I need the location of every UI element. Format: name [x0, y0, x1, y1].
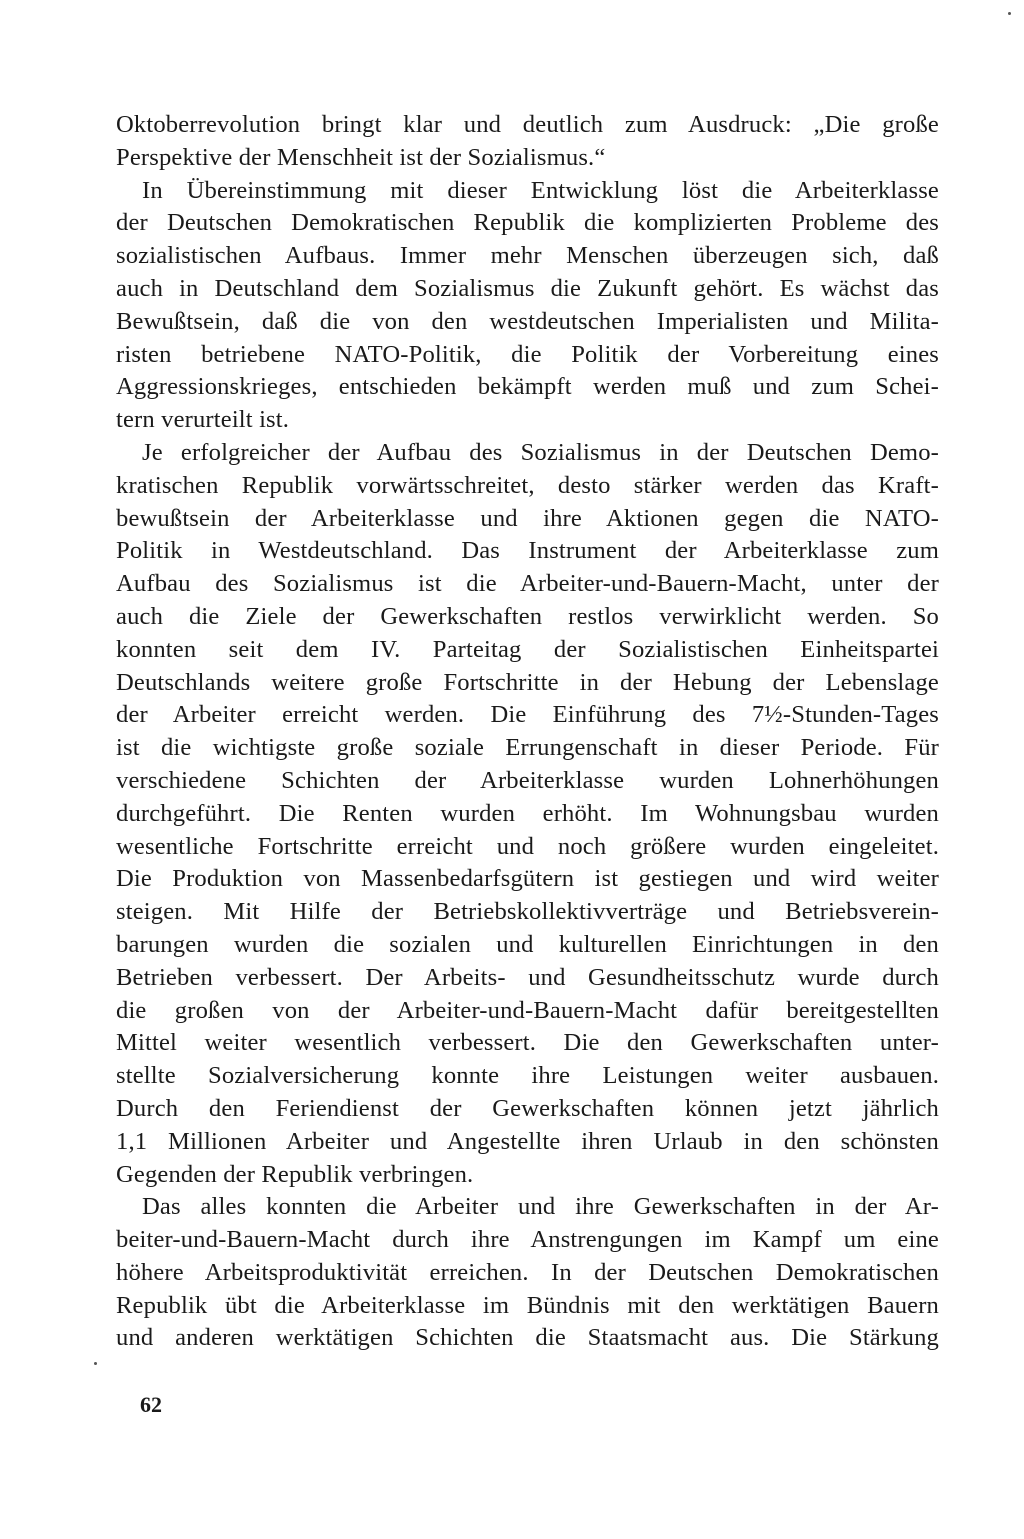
- scan-speck: [94, 1362, 97, 1365]
- text-line: Durch den Feriendienst der Gewerkschaften können jetzt jährlich: [116, 1094, 939, 1122]
- text-line: Das alles konnten die Arbeiter und ihre Gewerkschaften in der Ar-: [142, 1193, 939, 1221]
- text-line: Die Produktion von Massenbedarfsgütern ist gestiegen und wird weiter: [116, 865, 939, 893]
- text-line: Mittel weiter wesentlich verbessert. Die den Gewerkschaften unter-: [116, 1029, 939, 1057]
- text-line: höhere Arbeitsproduktivität erreichen. In der Deutschen Demokratischen: [116, 1258, 939, 1286]
- text-line: Bewußtsein, daß die von den westdeutschen Imperialisten und Milita-: [116, 307, 939, 335]
- text-line: auch die Ziele der Gewerkschaften restlos verwirklicht werden. So: [116, 602, 939, 630]
- text-line: Deutschlands weitere große Fortschritte in der Hebung der Lebenslage: [116, 668, 939, 696]
- text-line: steigen. Mit Hilfe der Betriebskollektivverträge und Betriebsverein-: [116, 898, 939, 926]
- text-line: und anderen werktätigen Schichten die Staatsmacht aus. Die Stärkung: [116, 1324, 939, 1352]
- text-line: barungen wurden die sozialen und kulturellen Einrichtungen in den: [116, 930, 939, 958]
- scan-speck: [1008, 12, 1011, 15]
- text-line: sozialistischen Aufbaus. Immer mehr Menschen überzeugen sich, daß: [116, 242, 939, 270]
- text-line: der Arbeiter erreicht werden. Die Einführung des 7½-Stunden-Tages: [116, 701, 939, 729]
- text-line: Gegenden der Republik verbringen.: [116, 1160, 474, 1188]
- text-line: Betrieben verbessert. Der Arbeits- und Gesundheitsschutz wurde durch: [116, 963, 939, 991]
- text-line: ist die wichtigste große soziale Errungenschaft in dieser Periode. Für: [116, 734, 939, 762]
- text-line: der Deutschen Demokratischen Republik die komplizierten Probleme des: [116, 209, 939, 237]
- text-line: auch in Deutschland dem Sozialismus die Zukunft gehört. Es wächst das: [116, 274, 939, 302]
- text-line: konnten seit dem IV. Parteitag der Sozialistischen Einheitspartei: [116, 635, 939, 663]
- text-line: tern verurteilt ist.: [116, 406, 290, 434]
- page-number: 62: [140, 1392, 162, 1417]
- text-line: Perspektive der Menschheit ist der Sozialismus.“: [116, 143, 606, 171]
- body-text: [116, 109, 939, 1355]
- text-line: In Übereinstimmung mit dieser Entwicklung löst die Arbeiterklasse: [142, 176, 939, 204]
- text-line: 1,1 Millionen Arbeiter und Angestellte ihren Urlaub in den schönsten: [116, 1127, 939, 1155]
- text-line: stellte Sozialversicherung konnte ihre Leistungen weiter ausbauen.: [116, 1062, 939, 1090]
- text-line: beiter-und-Bauern-Macht durch ihre Anstrengungen im Kampf um eine: [116, 1226, 939, 1254]
- text-line: bewußtsein der Arbeiterklasse und ihre Aktionen gegen die NATO-: [116, 504, 939, 532]
- text-line: wesentliche Fortschritte erreicht und noch größere wurden eingeleitet.: [116, 832, 939, 860]
- text-line: die großen von der Arbeiter-und-Bauern-Macht dafür bereitgestellten: [116, 996, 939, 1024]
- text-line: kratischen Republik vorwärtsschreitet, desto stärker werden das Kraft-: [116, 471, 939, 499]
- text-line: risten betriebene NATO-Politik, die Politik der Vorbereitung eines: [116, 340, 939, 368]
- text-line: verschiedene Schichten der Arbeiterklasse wurden Lohnerhöhungen: [116, 766, 939, 794]
- text-line: Republik übt die Arbeiterklasse im Bündnis mit den werktätigen Bauern: [116, 1291, 939, 1319]
- text-line: Je erfolgreicher der Aufbau des Sozialismus in der Deutschen Demo-: [142, 438, 939, 466]
- text-line: Aggressionskrieges, entschieden bekämpft werden muß und zum Schei-: [116, 373, 939, 401]
- text-line: durchgeführt. Die Renten wurden erhöht. Im Wohnungsbau wurden: [116, 799, 939, 827]
- text-line: Oktoberrevolution bringt klar und deutlich zum Ausdruck: „Die große: [116, 111, 939, 138]
- text-line: Aufbau des Sozialismus ist die Arbeiter-und-Bauern-Macht, unter der: [116, 570, 939, 598]
- text-line: Politik in Westdeutschland. Das Instrument der Arbeiterklasse zum: [116, 537, 939, 565]
